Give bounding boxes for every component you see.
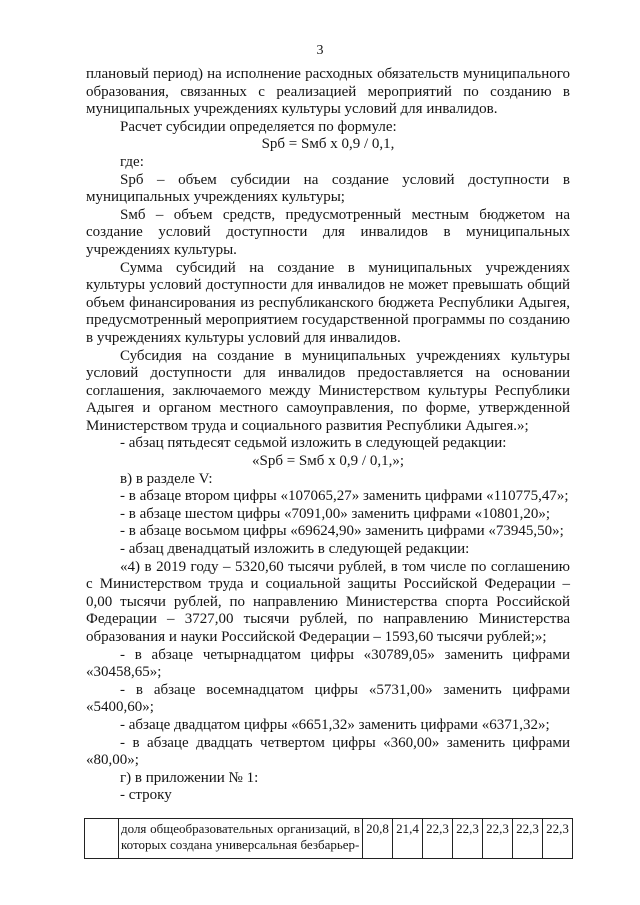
list-item: - абзаце двадцатом цифры «6651,32» заменить цифрами «6371,32»; <box>120 716 550 733</box>
section-heading: г) в приложении № 1: <box>120 769 259 786</box>
table-cell-description: доля общеобразовательных организаций, в которых создана универсальная безбарьер- <box>119 819 363 859</box>
formula: «Sрб = Sмб x 0,9 / 0,1,»; <box>252 453 404 470</box>
indicator-table <box>84 818 573 859</box>
table-cell-value: 22,3 <box>423 819 453 859</box>
list-item: - строку <box>120 787 172 804</box>
list-item: - в абзаце шестом цифры «7091,00» заменить цифрами «10801,20»; <box>120 505 551 522</box>
list-item: - в абзаце восьмом цифры «69624,90» заменить цифрами «73945,50»; <box>120 523 564 540</box>
table-cell-empty <box>85 819 119 859</box>
paragraph: Sрб – объем субсидии на создание условий доступности в муниципальных учреждениях культуры; <box>86 171 570 206</box>
table-cell-value: 22,3 <box>513 819 543 859</box>
table-cell-value: 21,4 <box>393 819 423 859</box>
list-item: - в абзаце четырнадцатом цифры «30789,05» заменить цифрами «30458,65»; <box>86 646 570 681</box>
table-row <box>85 819 573 859</box>
table-cell-value: 22,3 <box>543 819 573 859</box>
paragraph: Субсидия на создание в муниципальных учреждениях культуры условий доступности для инвалидов предоставляется на основании соглашения, заключаемого между Министерством культуры Республики Адыгея и органом местного самоуправления, по форме, утвержденной Министерством труда и социального развития Республики Адыгея.»; <box>86 347 570 434</box>
paragraph: плановый период) на исполнение расходных обязательств муниципального образования, связанных с реализацией мероприятий по созданию в муниципальных учреждениях культуры условий для инвалидов. <box>86 66 570 118</box>
paragraph: Sмб – объем средств, предусмотренный местным бюджетом на создание условий доступности для инвалидов в муниципальных учреждениях культуры. <box>86 206 570 258</box>
list-item: - в абзаце двадцать четвертом цифры «360,00» заменить цифрами «80,00»; <box>86 734 570 769</box>
paragraph: Сумма субсидий на создание в муниципальных учреждениях культуры условий доступности для инвалидов не может превышать общий объем финансирования из республиканского бюджета Республики Адыгея, предусмотренный мероприятием государственной программы по созданию в учреждениях культуры условий для инвалидов. <box>86 259 570 346</box>
paragraph: Расчет субсидии определяется по формуле: <box>120 118 397 135</box>
table-cell-value: 22,3 <box>483 819 513 859</box>
list-item: - в абзаце втором цифры «107065,27» заменить цифрами «110775,47»; <box>120 488 569 505</box>
table-cell-value: 20,8 <box>363 819 393 859</box>
paragraph: «4) в 2019 году – 5320,60 тысячи рублей, в том числе по соглашению с Министерством труда и социальной защиты Российской Федерации – 0,00 тысячи рублей, по направлению Министерства спорта Российской Федерации – 3727,00 тысячи рублей, по направлению Министерства образования и науки Российской Федерации – 1593,60 тысячи рублей;»; <box>86 558 570 645</box>
section-heading: в) в разделе V: <box>120 470 213 487</box>
page-number: 3 <box>316 43 324 58</box>
formula: Sрб = Sмб x 0,9 / 0,1, <box>261 136 395 153</box>
paragraph: где: <box>120 153 144 170</box>
list-item: - абзац двенадцатый изложить в следующей редакции: <box>120 541 470 558</box>
list-item: - в абзаце восемнадцатом цифры «5731,00» заменить цифрами «5400,60»; <box>86 681 570 716</box>
list-item: - абзац пятьдесят седьмой изложить в следующей редакции: <box>120 435 507 452</box>
document-body <box>86 66 570 805</box>
table-cell-value: 22,3 <box>453 819 483 859</box>
